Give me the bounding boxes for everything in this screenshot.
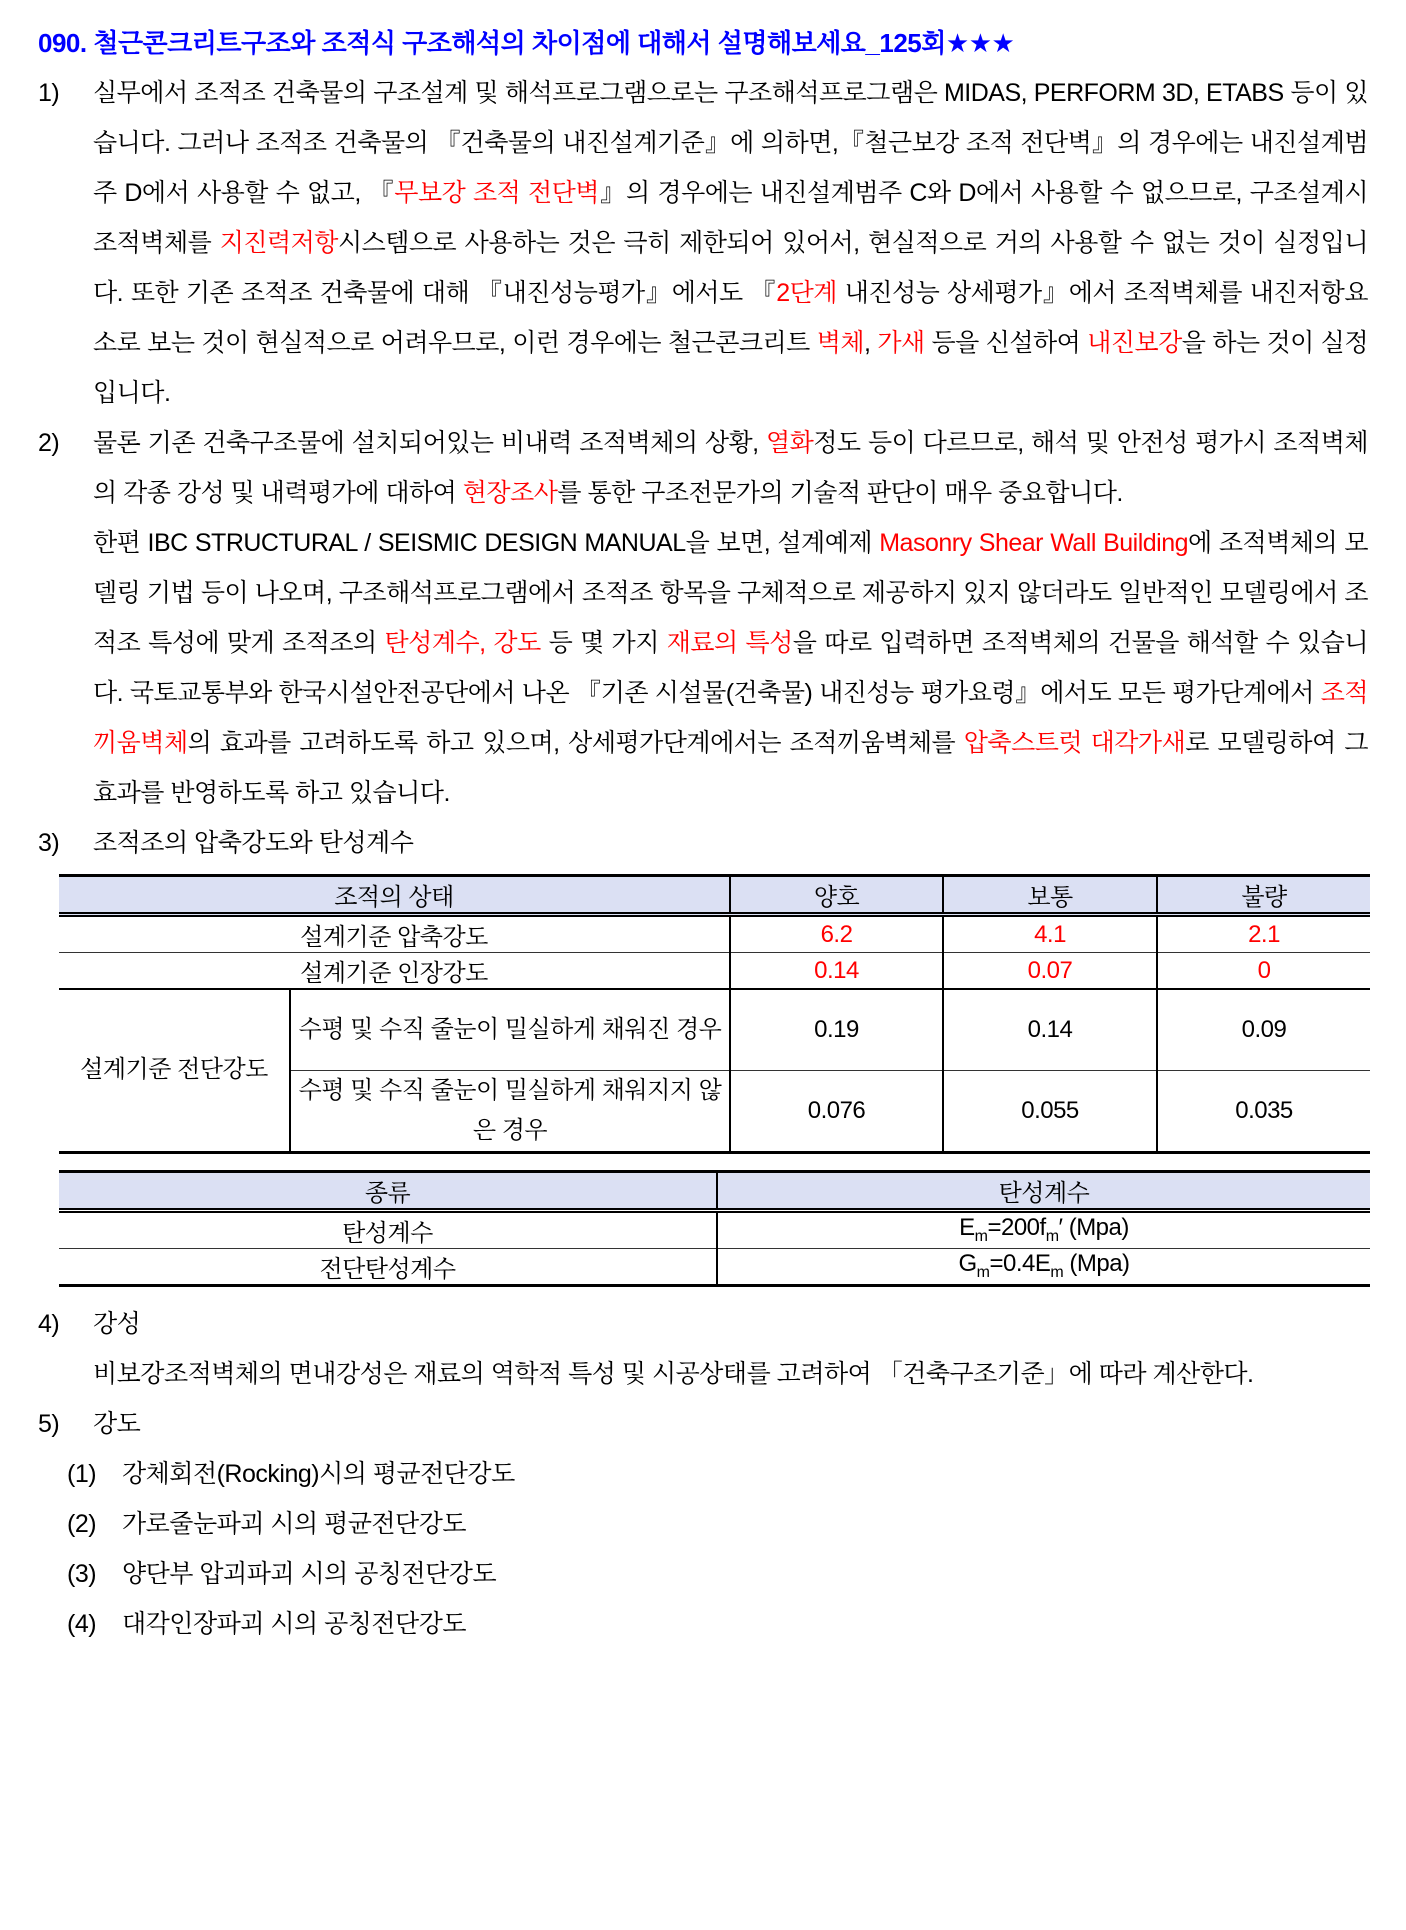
col-header-good: 양호 [730,876,943,915]
paragraph-2-text: 물론 기존 건축구조물에 설치되어있는 비내력 조적벽체의 상황, 열화정도 등이 다르므로, 해석 및 안전성 평가시 조적벽체의 각종 강성 및 내력평가에 대하여 현장조사를 통한 구조전문가의 기술적 판단이 매우 중요합니다. [93,429,1368,507]
table-cell: 0 [1157,953,1370,990]
table-header-row [59,876,1370,915]
table-row-shear-filled [59,989,1370,1070]
item-text: 양단부 압괴파괴 시의 공칭전단강도 [122,1559,497,1588]
table-cell: 0.055 [943,1070,1157,1152]
item-text: 대각인장파괴 시의 공칭전단강도 [122,1609,466,1638]
section-4-body: 비보강조적벽체의 면내강성은 재료의 역학적 특성 및 시공상태를 고려하여 「건축구조기준」에 따라 계산한다. [93,1359,1254,1388]
list-marker-4: 4) [38,1309,60,1338]
col-header-modulus: 탄성계수 [717,1171,1370,1210]
table-row-elastic [59,1210,1370,1248]
row-label: 전단탄성계수 [59,1248,717,1285]
list-marker-1: 1) [38,79,60,107]
table-cell: 4.1 [943,915,1157,953]
table-header-row [59,1171,1370,1210]
table-row-tensile [59,953,1370,990]
col-header-normal: 보통 [943,876,1157,915]
paragraph-2b [38,518,1368,818]
formula-cell: $E_m=200f_m'$ (Mpa) [717,1210,1370,1248]
table-cell: 0.09 [1157,989,1370,1070]
masonry-strength-table [59,874,1370,1154]
table-row-compressive [59,915,1370,953]
row-label: 설계기준 압축강도 [59,915,730,953]
paragraph-1 [38,68,1368,418]
paragraph-2b-text: 한편 IBC STRUCTURAL / SEISMIC DESIGN MANUAL을 보면, 설계예제 Masonry Shear Wall Building에 조적벽체의 모델링 기법 등이 나오며, 구조해석프로그램에서 조적조 항목을 구체적으로 제공하지 있지 않더라도 일반적인 모델링에서 조적조 특성에 맞게 조적조의 탄성계수, 강도 등 몇 가지 재료의 특성을 따로 입력하면 조적벽체의 건물을 해석할 수 있습니다. 국토교통부와 한국시설안전공단에서 나온 『기존 시설물(건축물) 내진성능 평가요령』에서도 모든 평가단계에서 조적끼움벽체의 효과를 고려하도록 하고 있으며, 상세평가단계에서는 조적끼움벽체를 압축스트럿 대각가새로 모델링하여 그 효과를 반영하도록 하고 있습니다. [93,529,1369,807]
col-header-type: 종류 [59,1171,717,1210]
section-3-heading [38,818,1368,868]
list-marker-2: 2) [38,429,60,457]
strength-item-3 [38,1549,1368,1599]
row-label: 탄성계수 [59,1210,717,1248]
table-row-shear-modulus [59,1248,1370,1285]
strength-item-1 [38,1449,1368,1499]
formula-cell: $G_m=0.4E_m$ (Mpa) [717,1248,1370,1285]
section-3-title: 조적조의 압축강도와 탄성계수 [93,829,414,857]
table-cell: 2.1 [1157,915,1370,953]
strength-item-4 [38,1599,1368,1649]
table-cell: 0.14 [943,989,1157,1070]
col-header-poor: 불량 [1157,876,1370,915]
table-cell: 0.14 [730,953,943,990]
section-5-heading [38,1399,1368,1449]
list-marker-5: 5) [38,1409,60,1438]
paragraph-1-text: 실무에서 조적조 건축물의 구조설계 및 해석프로그램으로는 구조해석프로그램은 MIDAS, PERFORM 3D, ETABS 등이 있습니다. 그러나 조적조 건축물의 『건축물의 내진설계기준』에 의하면,『철근보강 조적 전단벽』의 경우에는 내진설계범주 D에서 사용할 수 없고, 『무보강 조적 전단벽』의 경우에는 내진설계범주 C와 D에서 사용할 수 없으므로, 구조설계시 조적벽체를 지진력저항시스템으로 사용하는 것은 극히 제한되어 있어서, 현실적으로 거의 사용할 수 없는 것이 실정입니다. 또한 기존 조적조 건축물에 대해 『내진성능평가』에서도 『2단계 내진성능 상세평가』에서 조적벽체를 내진저항요소로 보는 것이 현실적으로 어려우므로, 이런 경우에는 철근콘크리트 벽체, 가새 등을 신설하여 내진보강을 하는 것이 실정입니다. [93,79,1368,407]
row-label: 설계기준 인장강도 [59,953,730,990]
table-cell: 0.19 [730,989,943,1070]
question-title: 090. 철근콘크리트구조와 조적식 구조해석의 차이점에 대해서 설명해보세요_125회★★★ [38,28,1015,58]
item-number: (3) [67,1559,97,1588]
table-cell: 0.035 [1157,1070,1370,1152]
elastic-modulus-table [59,1170,1370,1287]
item-number: (2) [67,1509,97,1538]
table-cell: 0.076 [730,1070,943,1152]
section-4-heading [38,1299,1368,1349]
list-marker-3: 3) [38,829,60,857]
table-cell: 6.2 [730,915,943,953]
row-label: 수평 및 수직 줄눈이 밀실하게 채워진 경우 [290,989,730,1070]
row-label: 수평 및 수직 줄눈이 밀실하게 채워지지 않은 경우 [290,1070,730,1152]
item-text: 가로줄눈파괴 시의 평균전단강도 [122,1509,466,1538]
item-number: (1) [67,1459,97,1488]
item-number: (4) [67,1609,97,1638]
col-header-state: 조적의 상태 [59,876,730,915]
strength-item-2 [38,1499,1368,1549]
section-5-title: 강도 [93,1409,141,1438]
table-cell: 0.07 [943,953,1157,990]
item-text: 강체회전(Rocking)시의 평균전단강도 [122,1459,515,1488]
section-4-title: 강성 [93,1309,141,1338]
row-group-label: 설계기준 전단강도 [59,989,290,1152]
paragraph-2 [38,418,1368,518]
